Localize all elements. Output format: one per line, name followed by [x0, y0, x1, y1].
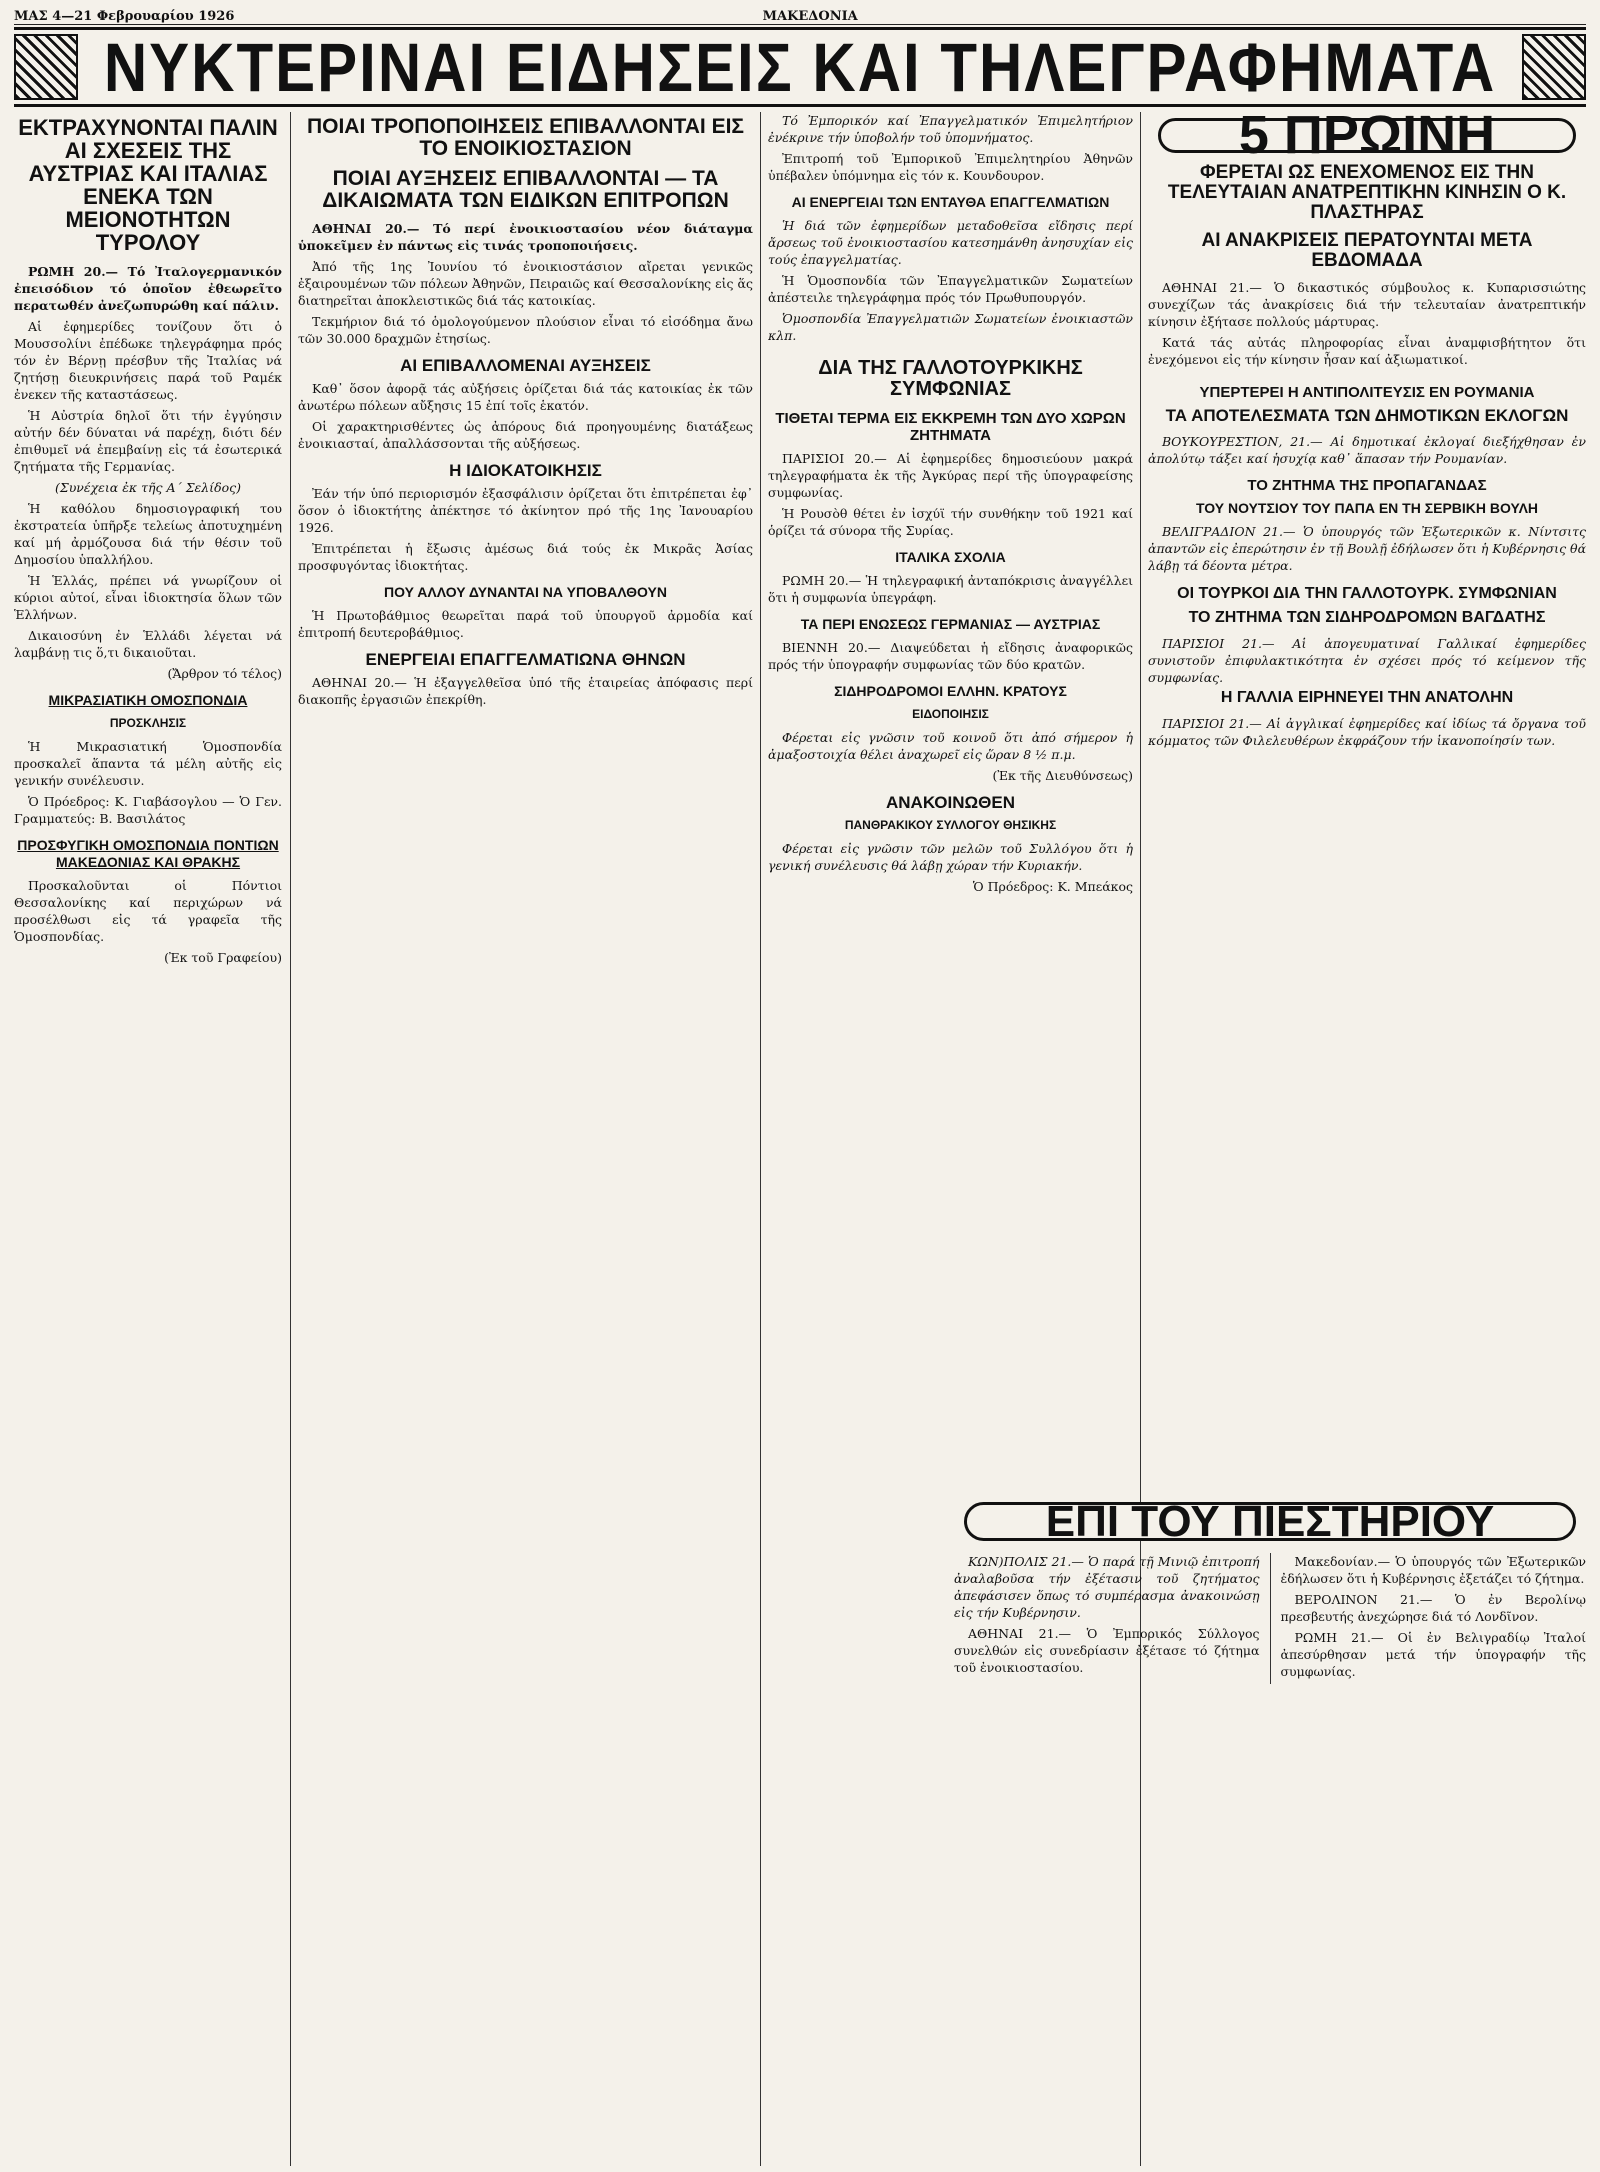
col2-sub3: ΠΟΥ ΑΛΛΟΥ ΔΥΝΑΝΤΑΙ ΝΑ ΥΠΟΒΑΛΘΟΥΝ	[383, 584, 667, 601]
col3-paragraph: Ἐπιτροπή τοῦ Ἐμπορικοῦ Ἐπιμελητηρίου Ἀθηνῶν ὑπέβαλεν ὑπόμνημα εἰς τόν κ. Κουνδουρον.	[768, 151, 1133, 183]
col2-paragraph: Τεκμήριον διά τό ὁμολογούμενον πλούσιον εἶναι τό εἰσόδημα ἄνω τῶν 30.000 δραχμῶν ἐτησίως.	[298, 314, 753, 347]
col4-sub2: ΤΟ ΖΗΤΗΜΑ ΤΗΣ ΠΡΟΠΑΓΑΝΔΑΣ	[1247, 476, 1487, 494]
col3-paragraph: Φέρεται εἰς γνῶσιν τῶν μελῶν τοῦ Συλλόγου ὅτι ἡ γενική συνέλευσις θά λάβῃ χώραν τήν Κυριακήν.	[768, 841, 1133, 873]
press-paragraph: ΒΕΡΟΛΙΝΟΝ 21.— Ὁ ἐν Βερολίνῳ πρεσβευτής ἀνεχώρησε διά τό Λονδῖνον.	[1280, 1592, 1586, 1624]
press-paragraph: ΚΩΝ)ΠΟΛΙΣ 21.— Ὁ παρά τῇ Μινιῷ ἐπιτροπή ἀναλαβοῦσα τήν ἐξέτασιν τοῦ ζητήματος ἀπεφάσισεν ὅπως τό συμπέρασμα ἀνακοινώσῃ εἰς τήν Κυβέρνησιν.	[954, 1554, 1260, 1620]
col4-sub3b: ΤΟ ΖΗΤΗΜΑ ΤΩΝ ΣΙΔΗΡΟΔΡΟΜΩΝ ΒΑΓΔΑΤΗΣ	[1188, 609, 1546, 627]
col1-headline: ΕΚΤΡΑΧΥΝΟΝΤΑΙ ΠΑΛΙΝ ΑΙ ΣΧΕΣΕΙΣ ΤΗΣ ΑΥΣΤΡΙΑΣ ΚΑΙ ΙΤΑΛΙΑΣ ΕΝΕΚΑ ΤΩΝ ΜΕΙΟΝΟΤΗΤΩΝ ΤΥΡΟΛΟΥ	[18, 115, 278, 256]
col3-sub2: ΙΤΑΛΙΚΑ ΣΧΟΛΙΑ	[895, 549, 1006, 565]
col2-sub1: ΑΙ ΕΠΙΒΑΛΛΟΜΕΝΑΙ ΑΥΞΗΣΕΙΣ	[400, 356, 651, 376]
col1-sub1-text: Ἡ Μικρασιατική Ὁμοσπονδία προσκαλεῖ ἅπαντα τά μέλη αὐτῆς εἰς γενικήν συνέλευσιν.	[14, 738, 282, 788]
col2-headline-2: ΠΟΙΑΙ ΑΥΞΗΣΕΙΣ ΕΠΙΒΑΛΛΟΝΤΑΙ — ΤΑ ΔΙΚΑΙΩΜΑΤΑ ΤΩΝ ΕΙΔΙΚΩΝ ΕΠΙΤΡΟΠΩΝ	[322, 167, 729, 213]
issue-date: ΜΑΣ 4—21 Φεβρουαρίου 1926	[14, 9, 235, 24]
col2-sub4: ΕΝΕΡΓΕΙΑΙ ΕΠΑΓΓΕΛΜΑΤΙΩΝΑ ΘΗΝΩΝ	[365, 650, 686, 670]
paper-name: ΜΑΚΕΔΟΝΙΑ	[762, 9, 858, 24]
col3-sub3: ΤΑ ΠΕΡΙ ΕΝΩΣΕΩΣ ΓΕΡΜΑΝΙΑΣ — ΑΥΣΤΡΙΑΣ	[800, 616, 1101, 632]
col1-paragraph: Ἡ Αὐστρία δηλοῖ ὅτι τήν ἐγγύησιν αὐτήν δέν δύναται νά παρέχῃ, διότι δέν ἐπιθυμεῖ νά ἐπεμβαίνῃ εἰς τά ἐσωτερικά ζητήματα τῆς Γερμανίας.	[14, 407, 282, 474]
col3-paragraph: Τό Ἐμπορικόν καί Ἐπαγγελματικόν Ἐπιμελητήριον ἐνέκρινε τήν ὑποβολήν τοῦ ὑπομνήματος.	[768, 113, 1133, 145]
col4-headline-1b: ΑΙ ΑΝΑΚΡΙΣΕΙΣ ΠΕΡΑΤΟΥΝΤΑΙ ΜΕΤΑ ΕΒΔΟΜΑΔΑ	[1201, 229, 1533, 271]
col4-sub1: ΥΠΕΡΤΕΡΕΙ Η ΑΝΤΙΠΟΛΙΤΕΥΣΙΣ ΕΝ ΡΟΥΜΑΝΙΑ	[1199, 383, 1535, 401]
col3-sub4b: ΕΙΔΟΠΟΙΗΣΙΣ	[912, 707, 989, 721]
col3-paragraph: ΡΩΜΗ 20.— Ἡ τηλεγραφική ἀνταπόκρισις ἀναγγέλλει ὅτι ἡ συμφωνία ὑπεγράφη.	[768, 573, 1133, 605]
col2-paragraph: ΑΘΗΝΑΙ 20.— Ἡ ἐξαγγελθεῖσα ὑπό τῆς ἑταιρείας ἀπόφασις περί διακοπῆς ἐργασιῶν ἐπεκρίθη.	[298, 675, 753, 708]
col4-sub3: ΟΙ ΤΟΥΡΚΟΙ ΔΙΑ ΤΗΝ ΓΑΛΛΟΤΟΥΡΚ. ΣΥΜΦΩΝΙΑΝ	[1177, 584, 1557, 602]
col4-sub1b: ΤΑ ΑΠΟΤΕΛΕΣΜΑΤΑ ΤΩΝ ΔΗΜΟΤΙΚΩΝ ΕΚΛΟΓΩΝ	[1165, 405, 1569, 425]
column-rule	[290, 112, 291, 2166]
col2-headline-1: ΠΟΙΑΙ ΤΡΟΠΟΠΟΙΗΣΕΙΣ ΕΠΙΒΑΛΛΟΝΤΑΙ ΕΙΣ ΤΟ ΕΝΟΙΚΙΟΣΤΑΣΙΟΝ	[306, 115, 745, 161]
top-line	[14, 6, 1586, 25]
col4-sub2b: ΤΟΥ ΝΟΥΤΣΙΟΥ ΤΟΥ ΠΑΠΑ ΕΝ ΤΗ ΣΕΡΒΙΚΗ ΒΟΥΛΗ	[1195, 499, 1539, 516]
banner-title: ΝΥΚΤΕΡΙΝΑΙ ΕΙΔΗΣΕΙΣ ΚΑΙ ΤΗΛΕΓΡΑΦΗΜΑΤΑ	[103, 28, 1497, 106]
col2-paragraph: Ἀπό τῆς 1ης Ἰουνίου τό ἐνοικιοστάσιον αἴρεται γενικῶς ἐξαιρουμένων τῶν πόλεων Ἀθηνῶν, Πειραιῶς καί Θεσσαλονίκης εἰς ἅς διατηρεῖται ἀποκλειστικῶς διά τάς κατοικίας.	[298, 259, 753, 309]
col3-signature: Ὁμοσπονδία Ἐπαγγελματιῶν Σωματείων ἐνοικιαστῶν κλπ.	[768, 311, 1133, 343]
col3-sub5b: ΠΑΝΘΡΑΚΙΚΟΥ ΣΥΛΛΟΓΟΥ ΘΗΣΙΚΗΣ	[844, 818, 1057, 832]
col1-paragraph: Δικαιοσύνη ἐν Ἑλλάδι λέγεται νά λαμβάνῃ τις ὅ,τι δικαιοῦται.	[14, 627, 282, 660]
col4-paragraph: ΠΑΡΙΣΙΟΙ 21.— Αἱ ἀπογευματιναί Γαλλικαί ἐφημερίδες συνιστοῦν ἐπιφυλακτικότητα ἐν σχέσει πρός τό κείμενον τῆς συμφωνίας.	[1148, 636, 1586, 686]
col1-sub2-text: Προσκαλοῦνται οἱ Πόντιοι Θεσσαλονίκης καί περιχώρων νά προσέλθωσι εἰς τά γραφεῖα τῆς Ὁμοσπονδίας.	[14, 877, 282, 944]
col1-continuation-note: (Συνέχεια ἐκ τῆς Α΄ Σελίδος)	[54, 479, 242, 495]
col2-paragraph: Οἱ χαρακτηρισθέντες ὡς ἀπόρους διά προηγουμένης διατάξεως ἐνοικιασταί, ἀπαλλάσσονται τῆς αὐξήσεως.	[298, 419, 753, 452]
col3-paragraph: Φέρεται εἰς γνῶσιν τοῦ κοινοῦ ὅτι ἀπό σήμερον ἡ ἀμαξοστοιχία θέλει ἀναχωρεῖ εἰς ὥραν 8 ½ π.μ.	[768, 730, 1133, 762]
masthead	[14, 27, 1586, 107]
press-paragraph: Μακεδονίαν.— Ὁ ὑπουργός τῶν Ἐξωτερικῶν ἐδήλωσεν ὅτι ἡ Κυβέρνησις ἐξετάζει τό ζήτημα.	[1280, 1554, 1586, 1586]
column-1	[14, 112, 282, 2166]
column-rule	[760, 112, 761, 2166]
press-box: ΕΠΙ ΤΟΥ ΠΙΕΣΤΗΡΙΟΥ	[964, 1502, 1576, 1541]
newspaper-page	[14, 6, 1586, 2166]
col1-sub1b: ΠΡΟΣΚΛΗΣΙΣ	[109, 715, 187, 730]
col3-headline-2: ΔΙΑ ΤΗΣ ΓΑΛΛΟΤΟΥΡΚΙΚΗΣ ΣΥΜΦΩΝΙΑΣ	[818, 357, 1083, 400]
press-section	[954, 1502, 1586, 2166]
col3-signature: Ὁ Πρόεδρος: Κ. Μπεάκος	[972, 879, 1133, 894]
col1-sub1: ΜΙΚΡΑΣΙΑΤΙΚΗ ΟΜΟΣΠΟΝΔΙΑ	[48, 691, 248, 708]
col2-paragraph: Ἡ Πρωτοβάθμιος θεωρεῖται παρά τοῦ ὑπουργοῦ ἀρμοδία καί ἐπιτροπή δευτεροβάθμιος.	[298, 608, 753, 641]
col2-paragraph: Καθ᾿ ὅσον ἀφορᾷ τάς αὐξήσεις ὁρίζεται διά τάς κατοικίας ἐκ τῶν ἀνωτέρω πόλεων αὔξησις 15 ἐπί τοῖς ἑκατόν.	[298, 381, 753, 414]
col4-paragraph: Κατά τάς αὐτάς πληροφορίας εἶναι ἀναμφισβήτητον ὅτι ἐνεχόμενοι εἰς τήν κίνησιν ἦσαν καί ἀξιωματικοί.	[1148, 334, 1586, 367]
col4-sub4: Η ΓΑΛΛΙΑ ΕΙΡΗΝΕΥΕΙ ΤΗΝ ΑΝΑΤΟΛΗΝ	[1220, 689, 1514, 707]
col3-paragraph: Ἡ Ὁμοσπονδία τῶν Ἐπαγγελματικῶν Σωματείων ἀπέστειλε τηλεγράφημα πρός τόν Πρωθυπουργόν.	[768, 273, 1133, 305]
col4-paragraph: ΠΑΡΙΣΙΟΙ 21.— Αἱ ἀγγλικαί ἐφημερίδες καί ἰδίως τά ὄργανα τοῦ κόμματος τῶν Φιλελευθέρων ἐκφράζουν τήν ἱκανοποίησίν των.	[1148, 715, 1586, 748]
col1-signature: (Ἄρθρον τό τέλος)	[167, 665, 282, 681]
col1-lead: ΡΩΜΗ 20.— Τό Ἰταλογερμανικόν ἐπεισόδιον τό ὁποῖον ἐθεωρεῖτο περατωθέν ἀνεζωπυρώθη καί πάλιν.	[14, 263, 282, 313]
right-ornament	[1522, 34, 1586, 100]
col2-lead: ΑΘΗΝΑΙ 20.— Τό περί ἐνοικιοστασίου νέον διάταγμα ὑποκεῖμεν ἐν πάντως εἰς τινάς τροποποιήσεις.	[298, 221, 753, 254]
col4-paragraph: ΑΘΗΝΑΙ 21.— Ὁ δικαστικός σύμβουλος κ. Κυπαρισσιώτης συνεχίζων τάς ἀνακρίσεις διά τήν τελευταίαν ἀνατρεπτικήν κίνησιν ἐξήτασε πολλούς μάρτυρας.	[1148, 279, 1586, 329]
col1-paragraph: Ἡ καθόλου δημοσιογραφική του ἐκστρατεία ὑπῆρξε τελείως ἀποτυχημένη καί μή ἀρμόζουσα διά τήν θέσιν τοῦ Δημοσίου ὑπαλλήλου.	[14, 500, 282, 567]
col1-paragraph: Αἱ ἐφημερίδες τονίζουν ὅτι ὁ Μουσσολίνι ἐπέδωκε τηλεγράφημα πρός τόν ἐν Βέρνῃ πρέσβυν τῆς Ἰταλίας νά ζητήσῃ διευκρινήσεις παρά τοῦ Ραμέκ ἐνεκεν τῆς καταστάσεως.	[14, 318, 282, 402]
left-ornament	[14, 34, 78, 100]
col3-paragraph: ΠΑΡΙΣΙΟΙ 20.— Αἱ ἐφημερίδες δημοσιεύουν μακρά τηλεγραφήματα ἐκ τῆς Ἀγκύρας περί τῆς ὑπογραφείσης συμφωνίας.	[768, 451, 1133, 500]
col4-headline-1: ΦΕΡΕΤΑΙ ΩΣ ΕΝΕΧΟΜΕΝΟΣ ΕΙΣ ΤΗΝ ΤΕΛΕΥΤΑΙΑΝ ΑΝΑΤΡΕΠΤΙΚΗΝ ΚΙΝΗΣΙΝ Ο Κ. ΠΛΑΣΤΗΡΑΣ	[1167, 162, 1567, 223]
col3-sub4: ΣΙΔΗΡΟΔΡΟΜΟΙ ΕΛΛΗΝ. ΚΡΑΤΟΥΣ	[834, 683, 1067, 699]
col3-sub5: ΑΝΑΚΟΙΝΩΘΕΝ	[885, 793, 1016, 812]
col4-paragraph: ΒΕΛΙΓΡΑΔΙΟΝ 21.— Ὁ ὑπουργός τῶν Ἐξωτερικῶν κ. Νίντσιτς ἀπαντῶν εἰς ἐπερώτησιν ἐν τῇ Βουλῇ ἐδήλωσεν ὅτι ἡ Κυβέρνησις θά λάβῃ τά δέοντα μέτρα.	[1148, 523, 1586, 573]
col1-sub1-signature: Ὁ Πρόεδρος: Κ. Γιαβάσογλου — Ὁ Γεν. Γραμματεύς: Β. Βασιλάτος	[14, 793, 282, 826]
press-paragraph: ΡΩΜΗ 21.— Οἱ ἐν Βελιγραδίῳ Ἰταλοί ἀπεσύρθησαν μετά τήν ὑπογραφήν τῆς συμφωνίας.	[1280, 1630, 1586, 1679]
press-paragraph: ΑΘΗΝΑΙ 21.— Ὁ Ἐμπορικός Σύλλογος συνελθών εἰς συνεδρίασιν ἐξέτασε τό ζήτημα τοῦ ἐνοικιοστασίου.	[954, 1626, 1260, 1675]
col3-signature: (Ἐκ τῆς Διευθύνσεως)	[992, 768, 1133, 783]
col1-sub2: ΠΡΟΣΦΥΓΙΚΗ ΟΜΟΣΠΟΝΔΙΑ ΠΟΝΤΙΩΝ ΜΑΚΕΔΟΝΙΑΣ ΚΑΙ ΘΡΑΚΗΣ	[17, 836, 279, 870]
col2-paragraph: Ἐάν τήν ὑπό περιορισμόν ἐξασφάλισιν ὁρίζεται ὅτι ἐπιτρέπεται ἐφ᾿ ὅσον ὁ ἰδιοκτήτης ἀπέκτησε τό ἀκίνητον πρό τῆς 1ης Ἰανουαρίου 1926.	[298, 486, 753, 536]
five-am-box: 5 ΠΡΩΙΝΗ	[1158, 118, 1576, 153]
col3-paragraph: Ἡ διά τῶν ἐφημερίδων μεταδοθεῖσα εἴδησις περί ἄρσεως τοῦ ἐνοικιοστασίου κατεσημάνθη ἀνησυχίαν εἰς τούς ἐπαγγελματίας.	[768, 218, 1133, 267]
col3-sub1: ΑΙ ΕΝΕΡΓΕΙΑΙ ΤΩΝ ΕΝΤΑΥΘΑ ΕΠΑΓΓΕΛΜΑΤΙΩΝ	[791, 194, 1110, 210]
col4-paragraph: ΒΟΥΚΟΥΡΕΣΤΙΟΝ, 21.— Αἱ δημοτικαί ἐκλογαί διεξήχθησαν ἐν ἀπολύτῳ τάξει καί ἡσυχίᾳ καθ᾿ ἅπασαν τήν Ρουμανίαν.	[1148, 433, 1586, 466]
col3-paragraph: Ἡ Ρουσὸθ θέτει ἐν ἰσχύϊ τήν συνθήκην τοῦ 1921 καί ὁρίζει τά σύνορα τῆς Συρίας.	[768, 506, 1133, 538]
column-2	[298, 112, 753, 2166]
col3-headline-2b: ΤΙΘΕΤΑΙ ΤΕΡΜΑ ΕΙΣ ΕΚΚΡΕΜΗ ΤΩΝ ΔΥΟ ΧΩΡΩΝ ΖΗΤΗΜΑΤΑ	[775, 410, 1126, 444]
col2-sub2: Η ΙΔΙΟΚΑΤΟΙΚΗΣΙΣ	[449, 461, 602, 481]
col1-sub2-signature: (Ἐκ τοῦ Γραφείου)	[164, 949, 282, 965]
col3-paragraph: ΒΙΕΝΝΗ 20.— Διαψεύδεται ἡ εἴδησις ἀναφορικῶς πρός τήν ὑπογραφήν συμφωνίας τῶν δύο κρατῶν.	[768, 640, 1133, 672]
col2-paragraph: Ἐπιτρέπεται ἡ ἔξωσις ἀμέσως διά τούς ἐκ Μικρᾶς Ἀσίας προσφυγόντας ἰδιοκτήτας.	[298, 541, 753, 574]
col1-paragraph: Ἡ Ἑλλάς, πρέπει νά γνωρίζουν οἱ κύριοι αὐτοί, εἶναι ἰδιοκτησία ὅλων τῶν Ἑλλήνων.	[14, 572, 282, 622]
